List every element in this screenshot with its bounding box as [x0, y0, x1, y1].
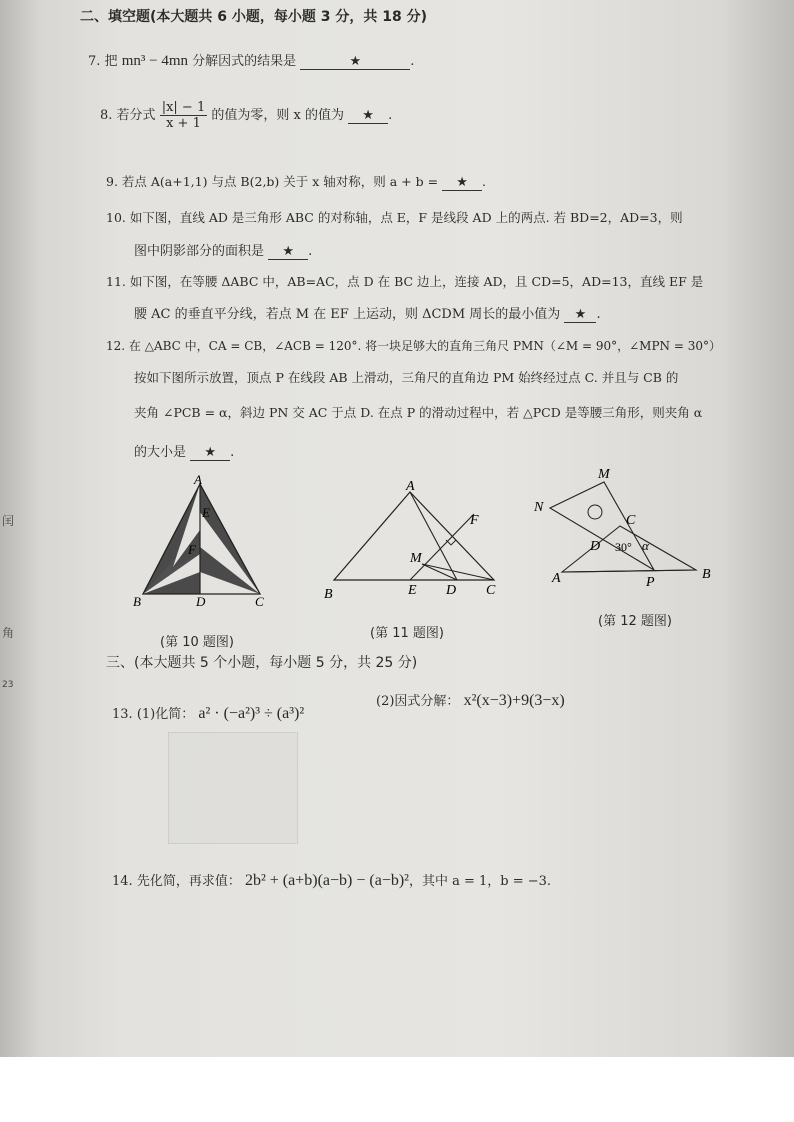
label-b: B — [702, 567, 711, 582]
star-mark: ★ — [574, 307, 587, 322]
segment-md — [422, 564, 457, 580]
figure-12-caption: (第 12 题图) — [598, 614, 672, 629]
triangle-abc — [334, 492, 494, 580]
star-mark: ★ — [362, 108, 374, 123]
question-13-part-2: (2)因式分解： x²(x−3)+9(3−x) — [376, 692, 565, 709]
label-c: C — [626, 513, 636, 528]
star-mark: ★ — [282, 244, 294, 259]
question-11: 11. 如下图，在等腰 ΔABC 中，AB=AC，点 D 在 BC 边上，连接 AD，且 CD=5，AD=13，直线 EF 是 — [106, 274, 704, 289]
question-number: 12. — [106, 339, 126, 353]
triangle-pmn — [550, 482, 654, 570]
label-a: A — [406, 479, 415, 494]
question-7: 7. 把 mn³ − 4mn 分解因式的结果是 ★ . — [88, 53, 415, 69]
answer-blank[interactable] — [348, 108, 388, 124]
question-number: 9. — [106, 174, 118, 189]
label-angle-30: 30° — [615, 540, 632, 554]
ruler-hole — [588, 505, 602, 519]
answer-blank[interactable] — [564, 307, 596, 323]
segment-mc — [422, 564, 494, 580]
answer-area[interactable] — [168, 732, 298, 844]
figure-10-caption: (第 10 题图) — [160, 635, 234, 650]
expression: 2b² + (a+b)(a−b) − (a−b)² — [244, 872, 409, 889]
label-f: F — [470, 513, 479, 528]
question-number: 13. — [112, 707, 133, 722]
margin-mark: 闰 — [2, 514, 15, 528]
question-12-line-3: 夹角 ∠PCB = α，斜边 PN 交 AC 于点 D. 在点 P 的滑动过程中，若 △PCD 是等腰三角形，则夹角 α — [134, 405, 703, 420]
section-3-header: 三、(本大题共 5 个小题，每小题 5 分，共 25 分) — [106, 655, 418, 671]
label-b: B — [324, 587, 333, 600]
expression-part-2: x²(x−3)+9(3−x) — [463, 692, 565, 709]
question-number: 10. — [106, 210, 126, 225]
question-8: 8. 若分式 $\frac{|x| - 1}{x + 1}$ 的值为零，则 x 的值为 ★ . — [100, 100, 393, 131]
section-2-header: 二、填空题(本大题共 6 小题，每小题 3 分，共 18 分) — [80, 9, 428, 25]
question-11-line-2: 腰 AC 的垂直平分线，若点 M 在 EF 上运动，则 ΔCDM 周长的最小值为 ★ . — [134, 307, 601, 322]
label-p: P — [646, 575, 655, 590]
question-9: 9. 若点 A(a+1,1) 与点 B(2,b) 关于 x 轴对称，则 a + b = ★ . — [106, 174, 487, 190]
question-13: 13. (1)化简： a² · (−a²)³ ÷ (a³)² — [112, 705, 305, 722]
question-14: 14. 先化简，再求值： 2b² + (a+b)(a−b) − (a−b)²，其中 a = 1，b = −3. — [112, 872, 552, 889]
star-mark: ★ — [349, 54, 362, 69]
label-a: A — [552, 571, 561, 586]
label-c: C — [255, 594, 264, 609]
star-mark: ★ — [456, 175, 468, 190]
label-c: C — [486, 583, 496, 598]
label-b: B — [133, 594, 141, 609]
star-mark: ★ — [204, 445, 216, 460]
question-10-line-2: 图中阴影部分的面积是 ★ . — [134, 244, 313, 259]
label-n: N — [534, 500, 544, 515]
label-m: M — [410, 551, 422, 566]
segment-ab — [562, 570, 696, 572]
label-d: D — [196, 594, 206, 609]
answer-blank[interactable] — [268, 244, 308, 260]
figure-10 — [128, 472, 274, 612]
question-number: 11. — [106, 274, 126, 289]
question-12-line-2: 按如下图所示放置，顶点 P 在线段 AB 上滑动，三角尺的直角边 PM 始终经过点 C. 并且与 CB 的 — [134, 370, 679, 385]
figure-11-caption: (第 11 题图) — [370, 626, 444, 641]
question-10: 10. 如下图，直线 AD 是三角形 ABC 的对称轴，点 E，F 是线段 AD 上的两点. 若 BD=2，AD=3，则 — [106, 210, 683, 225]
question-12: 12. 在 △ABC 中，CA = CB，∠ACB = 120°. 将一块足够大的直角三角尺 PMN（∠M = 90°，∠MPN = 30°） — [106, 339, 721, 353]
margin-mark: 角 — [2, 626, 15, 640]
label-d: D — [446, 583, 457, 598]
question-number: 8. — [100, 108, 113, 123]
question-number: 7. — [88, 54, 101, 69]
expression-part-1: a² · (−a²)³ ÷ (a³)² — [198, 705, 305, 722]
answer-blank[interactable] — [442, 174, 482, 191]
label-d: D — [590, 539, 601, 554]
expression: mn³ − 4mn — [121, 53, 188, 69]
label-a: A — [194, 472, 202, 487]
line-ef — [410, 514, 474, 580]
question-number: 14. — [112, 874, 133, 889]
fraction: $\frac{|x| - 1}{x + 1}$ — [161, 100, 206, 131]
answer-blank[interactable] — [300, 54, 410, 70]
figure-11 — [322, 476, 512, 600]
label-f: F — [188, 542, 196, 557]
label-e: E — [408, 583, 417, 598]
label-e: E — [202, 505, 210, 520]
margin-mark: 23 — [2, 680, 14, 690]
figure-12 — [532, 460, 722, 590]
label-alpha: α — [642, 538, 649, 553]
label-m: M — [598, 467, 610, 482]
answer-blank[interactable] — [190, 445, 230, 461]
question-12-line-4: 的大小是 ★ . — [134, 445, 235, 460]
